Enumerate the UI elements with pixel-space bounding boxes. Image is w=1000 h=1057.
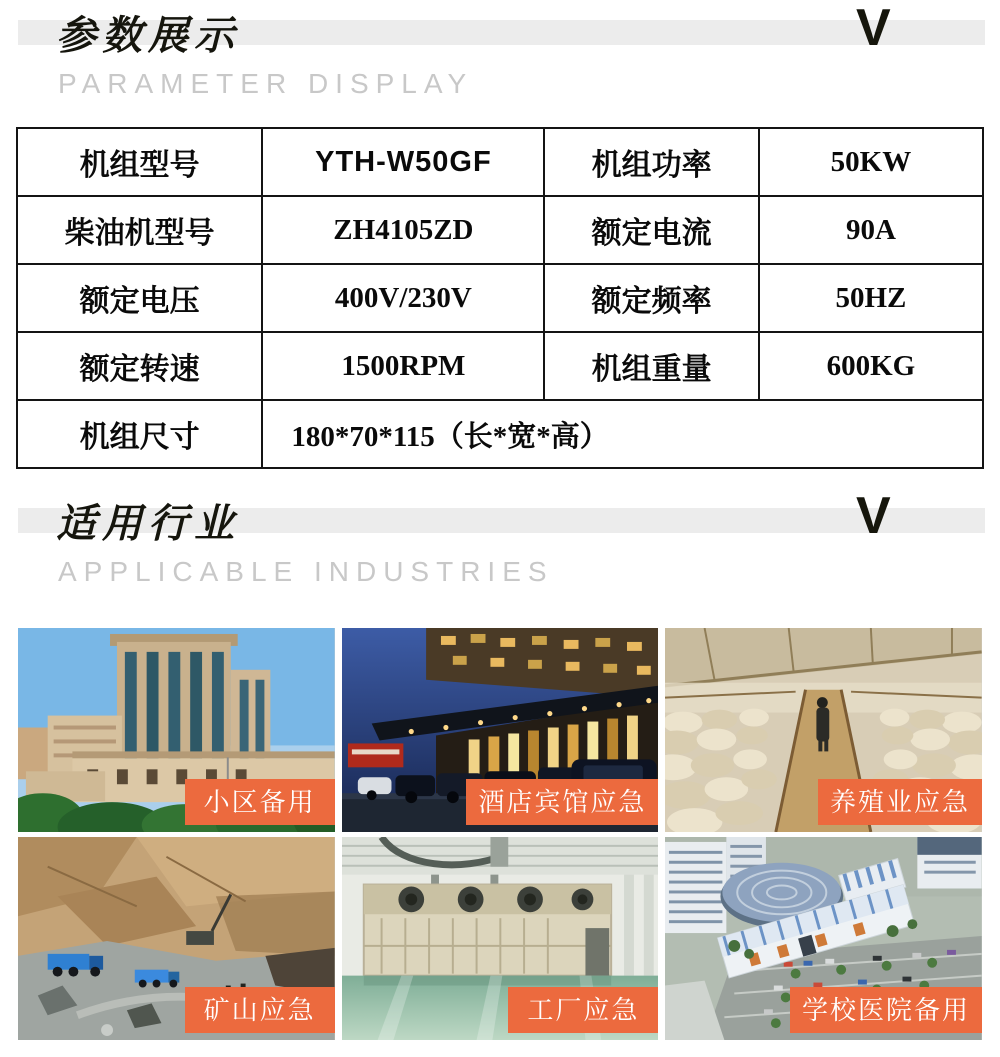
spec-label-cell: 额定频率 [544, 264, 758, 332]
spec-label-cell: 机组型号 [17, 128, 262, 196]
spec-label-cell: 机组功率 [544, 128, 758, 196]
spec-label-cell: 机组尺寸 [17, 400, 262, 468]
spec-value-cell: 1500RPM [262, 332, 544, 400]
spec-value-cell: 400V/230V [262, 264, 544, 332]
spec-label-cell: 机组重量 [544, 332, 758, 400]
spec-value-cell: 50HZ [759, 264, 983, 332]
spec-label-cell: 额定转速 [17, 332, 262, 400]
industry-label-badge: 矿山应急 [185, 987, 335, 1033]
spec-value-cell: YTH-W50GF [262, 128, 544, 196]
chevron-down-icon: V [856, 487, 891, 545]
section-subtitle: PARAMETER DISPLAY [58, 68, 474, 99]
table-row [17, 196, 983, 264]
section-title: 适用行业 [56, 502, 240, 546]
spec-dimension-value-cell: 180*70*115（长*宽*高） [262, 400, 983, 468]
industry-label-badge: 养殖业应急 [818, 779, 982, 825]
table-row [17, 400, 983, 468]
industry-card-community [18, 628, 335, 832]
industry-card-livestock [665, 628, 982, 832]
table-row [17, 264, 983, 332]
industry-label-badge: 酒店宾馆应急 [466, 779, 658, 825]
industry-label-badge: 小区备用 [185, 779, 335, 825]
table-row [17, 332, 983, 400]
chevron-down-icon: V [856, 0, 891, 57]
section-header-industries [0, 488, 1000, 598]
spec-label-cell: 额定电流 [544, 196, 758, 264]
section-subtitle: APPLICABLE INDUSTRIES [58, 556, 554, 587]
spec-label-cell: 柴油机型号 [17, 196, 262, 264]
section-header-parameters [0, 0, 1000, 110]
industry-grid [18, 628, 982, 1040]
spec-value-cell: 90A [759, 196, 983, 264]
industry-label-badge: 工厂应急 [508, 987, 658, 1033]
spec-table [16, 127, 984, 469]
industry-card-hotel [342, 628, 659, 832]
spec-value-cell: 50KW [759, 128, 983, 196]
industry-card-campus [665, 837, 982, 1040]
industry-label-badge: 学校医院备用 [790, 987, 982, 1033]
section-title: 参数展示 [56, 14, 240, 58]
spec-value-cell: 600KG [759, 332, 983, 400]
table-row [17, 128, 983, 196]
industry-card-factory [342, 837, 659, 1040]
spec-label-cell: 额定电压 [17, 264, 262, 332]
spec-value-cell: ZH4105ZD [262, 196, 544, 264]
industry-card-mine [18, 837, 335, 1040]
